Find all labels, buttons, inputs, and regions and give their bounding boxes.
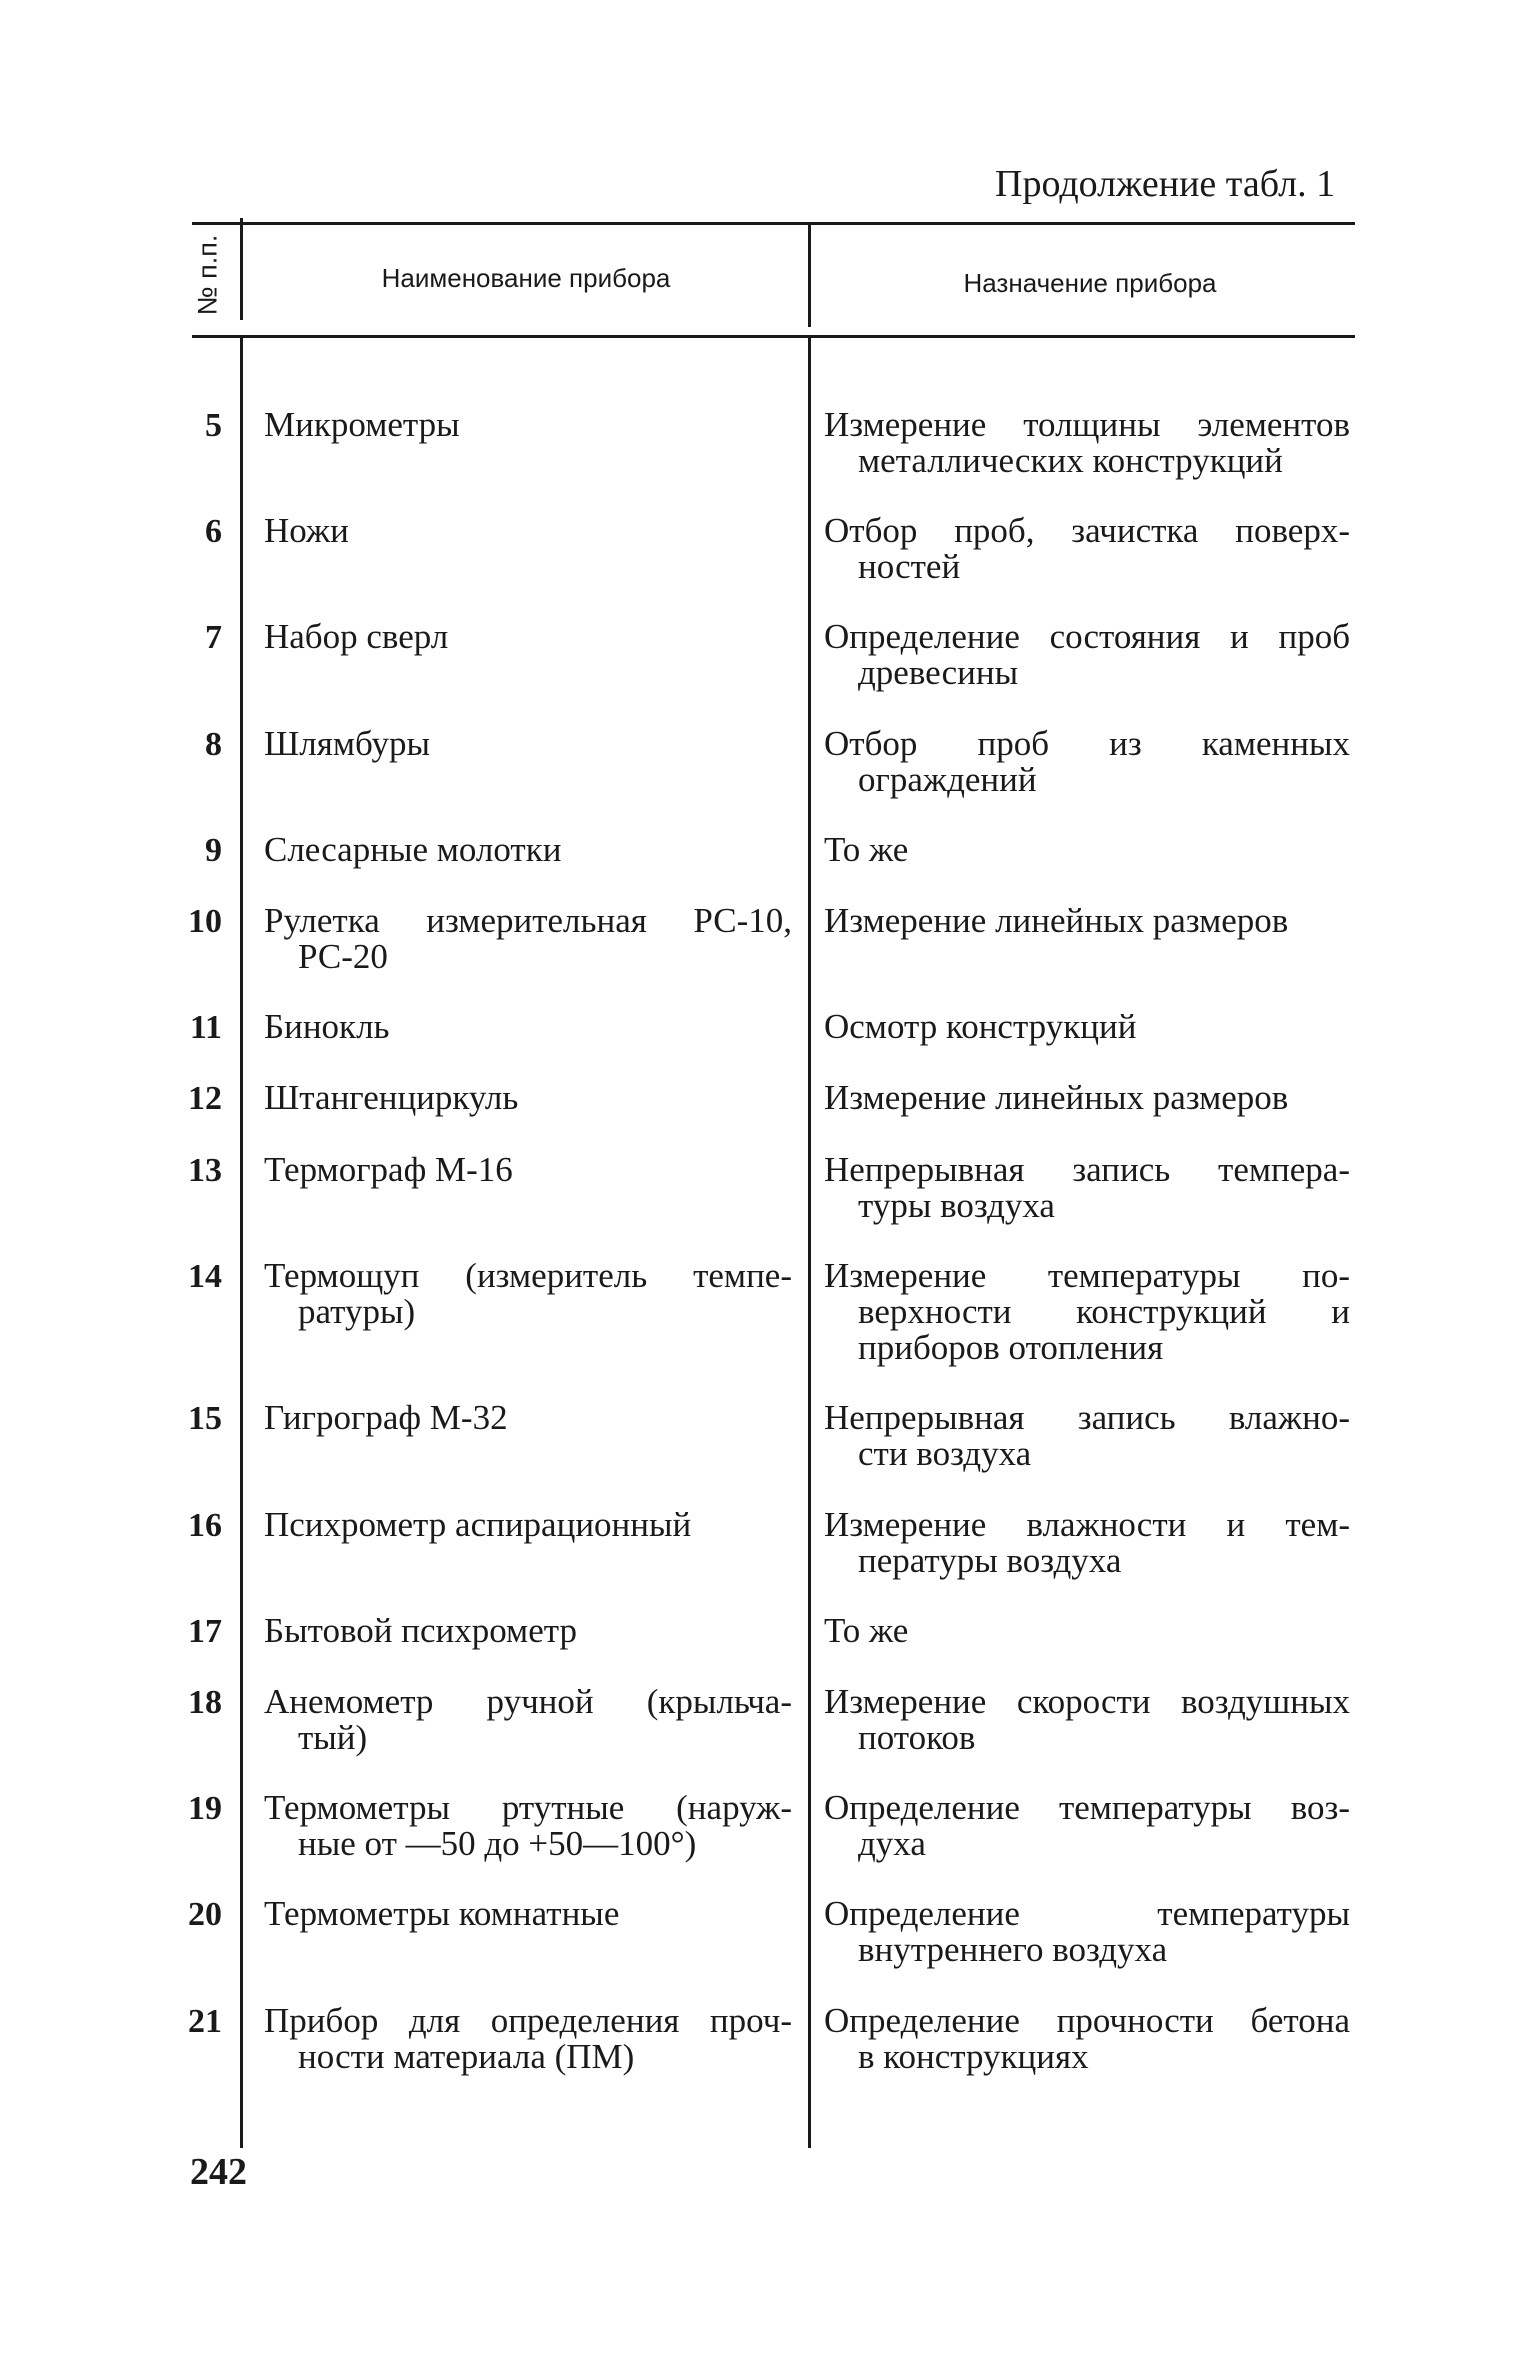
name-line: Бинокль <box>264 1007 390 1046</box>
column-header-purpose: Назначение прибора <box>963 268 1217 298</box>
name-line: Рулетка измерительная РС-10, <box>264 901 792 940</box>
purpose-line: потоков <box>858 1718 976 1757</box>
row-number: 8 <box>205 726 222 763</box>
row-purpose <box>824 513 1350 585</box>
row-number: 12 <box>188 1080 222 1117</box>
purpose-line: Определение температуры <box>824 1894 1350 1933</box>
row-purpose <box>824 1258 1350 1366</box>
row-number: 17 <box>188 1613 222 1650</box>
purpose-line: металлических конструкций <box>858 441 1283 480</box>
purpose-line: То же <box>824 830 909 869</box>
purpose-line: ностей <box>858 547 961 586</box>
header-divider-1 <box>240 218 243 320</box>
purpose-line: Непрерывная запись темпера- <box>824 1150 1350 1189</box>
purpose-line: Измерение скорости воздушных <box>824 1682 1350 1721</box>
row-name <box>264 1258 792 1330</box>
body-divider-2 <box>808 338 811 2148</box>
purpose-line: в конструкциях <box>858 2037 1089 2076</box>
purpose-line: То же <box>824 1611 909 1650</box>
row-name <box>264 1896 792 1932</box>
row-number: 19 <box>188 1790 222 1827</box>
purpose-line: Измерение линейных размеров <box>824 901 1289 940</box>
purpose-line: верхности конструкций и <box>858 1292 1350 1331</box>
row-purpose <box>824 1684 1350 1756</box>
purpose-line: приборов отопления <box>858 1328 1164 1367</box>
page-number: 242 <box>190 2151 247 2193</box>
purpose-line: сти воздуха <box>858 1434 1032 1473</box>
row-purpose <box>824 726 1350 798</box>
header-divider-2 <box>808 225 811 327</box>
purpose-line: древесины <box>858 653 1019 692</box>
row-name <box>264 832 792 868</box>
purpose-line: Измерение толщины элементов <box>824 405 1350 444</box>
row-name <box>264 1400 792 1436</box>
row-name <box>264 2003 792 2075</box>
row-name <box>264 1009 792 1045</box>
row-name <box>264 1507 792 1543</box>
column-header-num: № п.п. <box>192 234 223 316</box>
name-line: Прибор для определения проч- <box>264 2001 792 2040</box>
purpose-line: Отбор проб, зачистка поверх- <box>824 511 1350 550</box>
row-name <box>264 1613 792 1649</box>
row-name <box>264 1152 792 1188</box>
purpose-line: Непрерывная запись влажно- <box>824 1398 1350 1437</box>
purpose-line: Определение температуры воз- <box>824 1788 1350 1827</box>
row-name <box>264 903 792 975</box>
name-line: Психрометр аспирационный <box>264 1505 692 1544</box>
row-number: 6 <box>205 513 222 550</box>
row-name <box>264 513 792 549</box>
row-purpose <box>824 1896 1350 1968</box>
row-purpose <box>824 832 1350 868</box>
purpose-line: Отбор проб из каменных <box>824 724 1350 763</box>
purpose-line: Измерение линейных размеров <box>824 1078 1289 1117</box>
body-divider-1 <box>240 338 243 2148</box>
purpose-line: Определение состояния и проб <box>824 617 1350 656</box>
row-number: 9 <box>205 832 222 869</box>
purpose-line: ограждений <box>858 760 1037 799</box>
name-line: Шлямбуры <box>264 724 431 763</box>
row-purpose <box>824 1790 1350 1862</box>
column-header-name: Наименование прибора <box>381 263 671 293</box>
name-line: Анемометр ручной (крыльча- <box>264 1682 792 1721</box>
row-number: 18 <box>188 1684 222 1721</box>
row-name <box>264 1080 792 1116</box>
row-number: 7 <box>205 619 222 656</box>
row-purpose <box>824 903 1350 939</box>
row-purpose <box>824 1152 1350 1224</box>
row-purpose <box>824 1400 1350 1472</box>
row-number: 20 <box>188 1896 222 1933</box>
row-number: 10 <box>188 903 222 940</box>
name-line: ности материала (ПМ) <box>298 2037 635 2076</box>
name-line: РС-20 <box>298 937 388 976</box>
row-name <box>264 726 792 762</box>
row-number: 16 <box>188 1507 222 1544</box>
name-line: ратуры) <box>298 1292 416 1331</box>
row-purpose <box>824 619 1350 691</box>
row-purpose <box>824 1009 1350 1045</box>
purpose-line: внутреннего воздуха <box>858 1930 1168 1969</box>
name-line: Микрометры <box>264 405 460 444</box>
row-name <box>264 407 792 443</box>
row-number: 13 <box>188 1152 222 1189</box>
name-line: Набор сверл <box>264 617 449 656</box>
row-name <box>264 1684 792 1756</box>
row-number: 15 <box>188 1400 222 1437</box>
row-purpose <box>824 2003 1350 2075</box>
purpose-line: пературы воздуха <box>858 1541 1122 1580</box>
name-line: ные от —50 до +50—100°) <box>298 1824 697 1863</box>
row-purpose <box>824 407 1350 479</box>
purpose-line: духа <box>858 1824 926 1863</box>
name-line: Слесарные молотки <box>264 830 562 869</box>
row-purpose <box>824 1613 1350 1649</box>
name-line: Термограф М-16 <box>264 1150 513 1189</box>
row-purpose <box>824 1080 1350 1116</box>
table-caption: Продолжение табл. 1 <box>995 163 1336 205</box>
row-number: 14 <box>188 1258 222 1295</box>
table-top-rule <box>192 222 1355 225</box>
row-name <box>264 1790 792 1862</box>
row-number: 5 <box>205 407 222 444</box>
name-line: тый) <box>298 1718 368 1757</box>
purpose-line: туры воздуха <box>858 1186 1055 1225</box>
purpose-line: Измерение температуры по- <box>824 1256 1350 1295</box>
name-line: Бытовой психрометр <box>264 1611 577 1650</box>
name-line: Термометры комнатные <box>264 1894 620 1933</box>
row-purpose <box>824 1507 1350 1579</box>
name-line: Ножи <box>264 511 349 550</box>
purpose-line: Определение прочности бетона <box>824 2001 1350 2040</box>
name-line: Термометры ртутные (наруж- <box>264 1788 792 1827</box>
name-line: Термощуп (измеритель темпе- <box>264 1256 792 1295</box>
header-bottom-rule <box>192 335 1355 338</box>
row-number: 21 <box>188 2003 222 2040</box>
purpose-line: Осмотр конструкций <box>824 1007 1137 1046</box>
row-number: 11 <box>189 1009 222 1046</box>
name-line: Штангенциркуль <box>264 1078 519 1117</box>
row-name <box>264 619 792 655</box>
name-line: Гигрограф М-32 <box>264 1398 508 1437</box>
purpose-line: Измерение влажности и тем- <box>824 1505 1350 1544</box>
